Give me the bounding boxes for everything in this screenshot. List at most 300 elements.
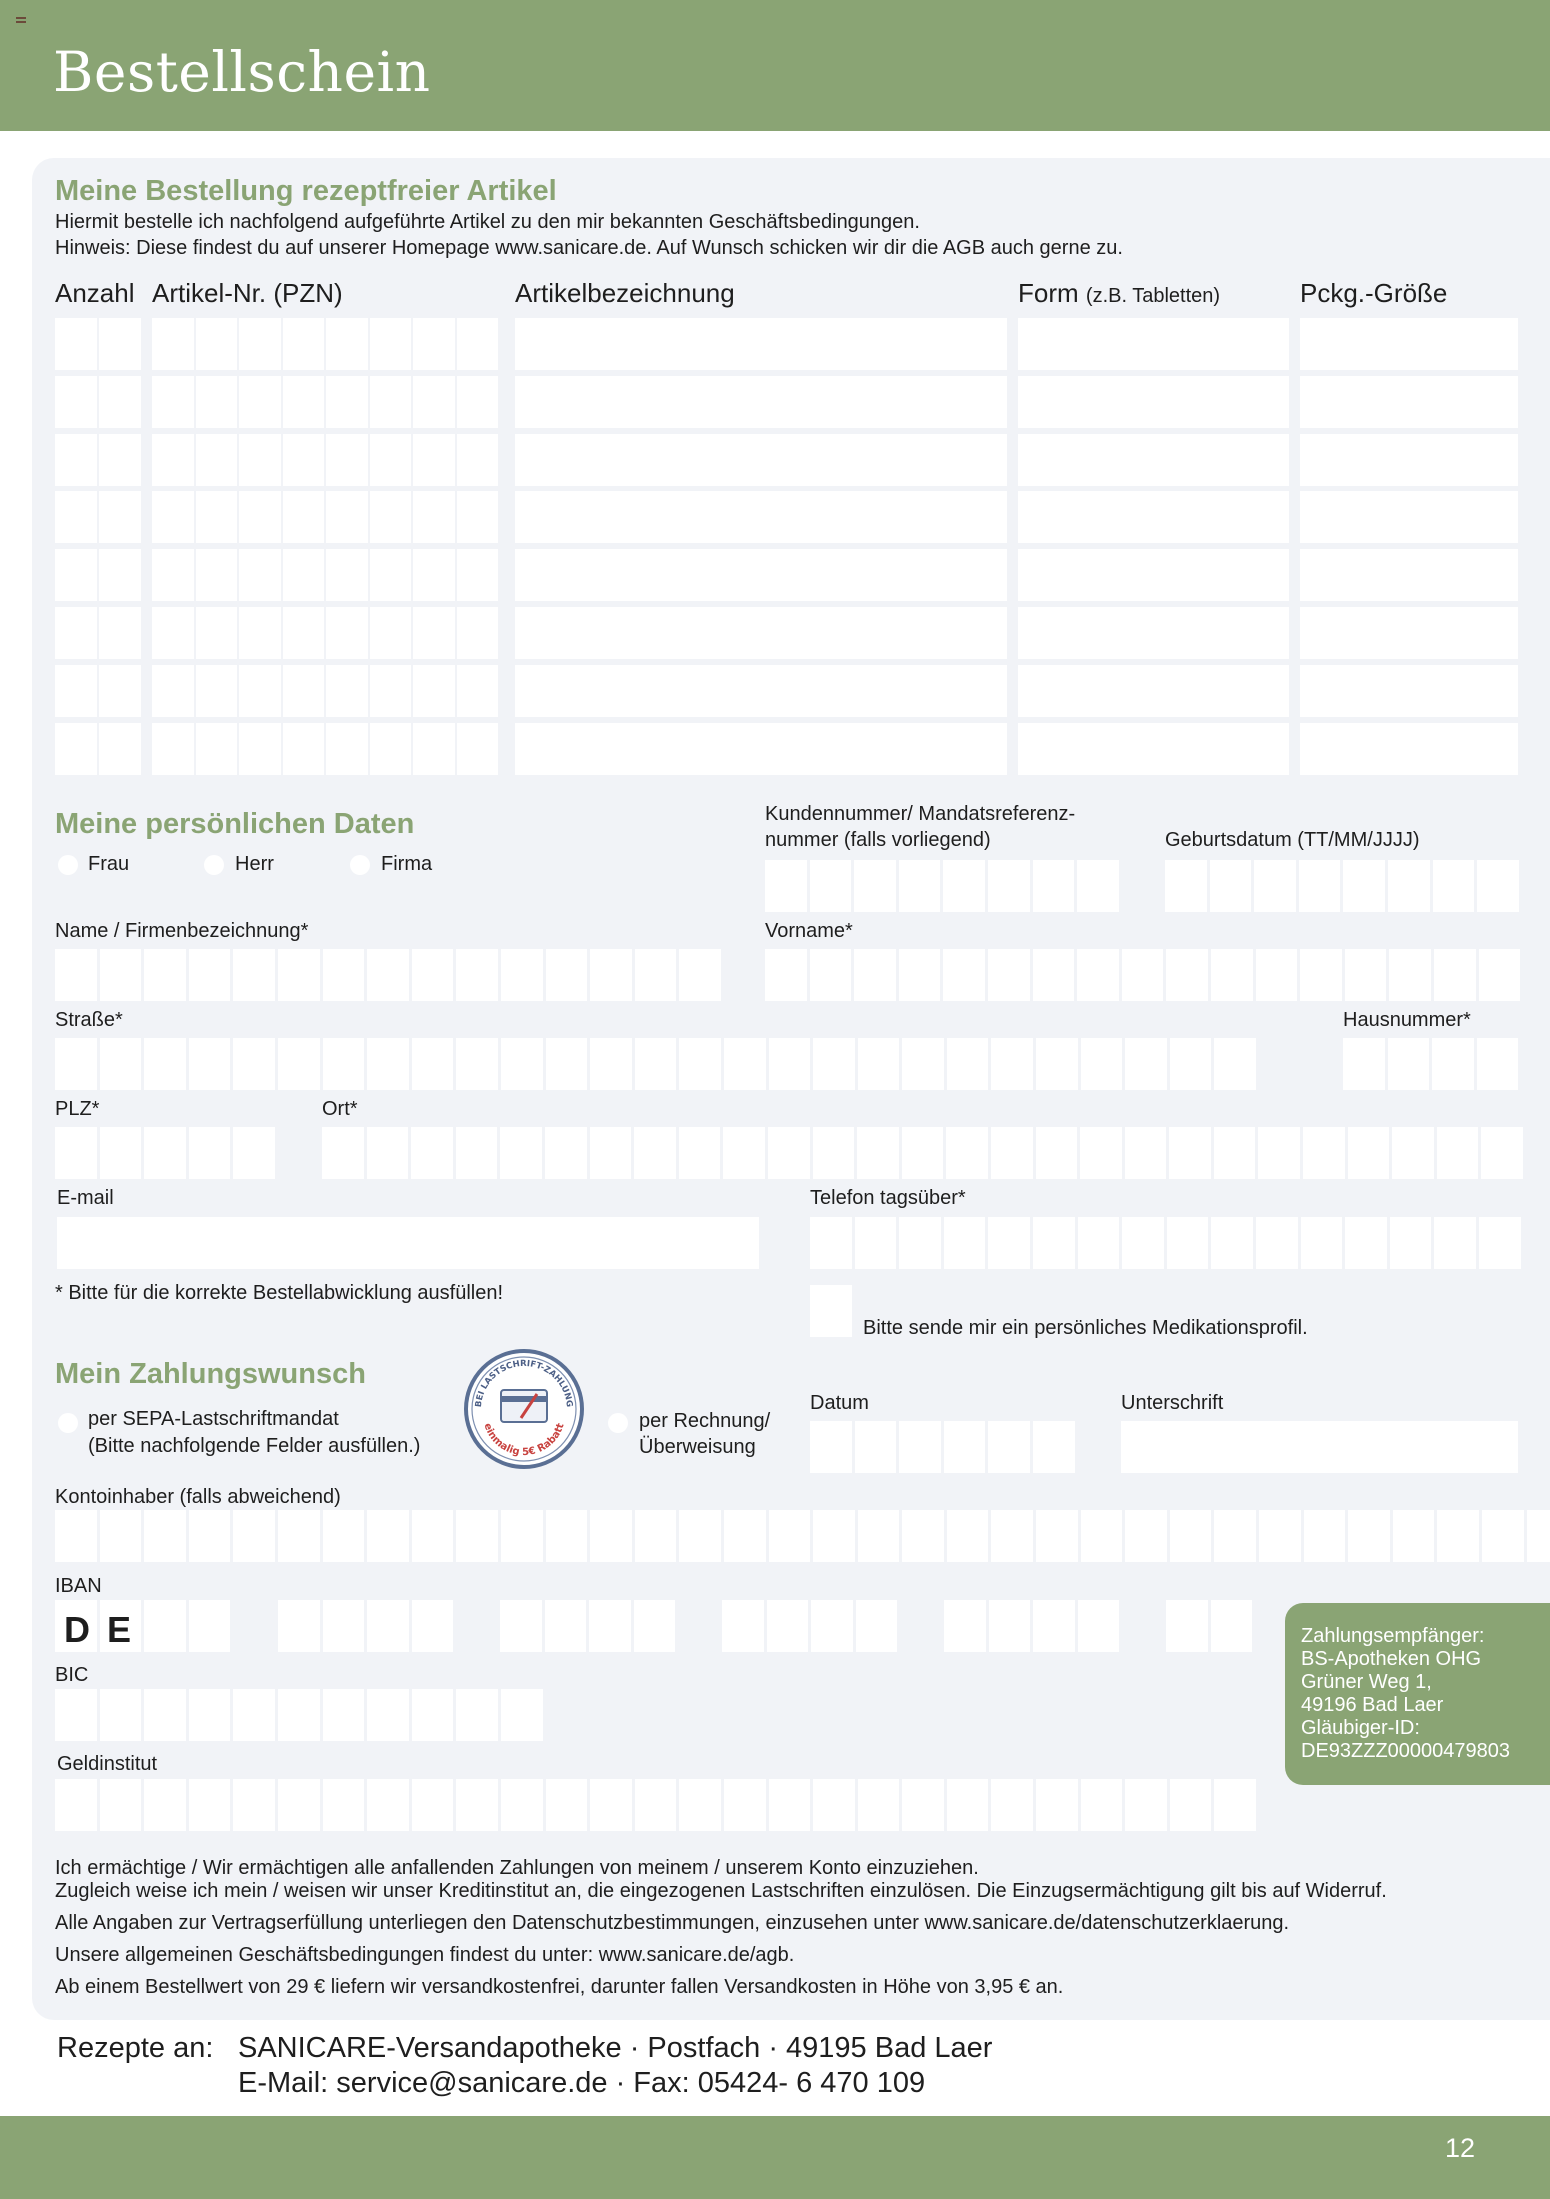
- iban-field-cell[interactable]: [589, 1600, 631, 1652]
- kundennummer-field-cell[interactable]: [943, 860, 985, 912]
- pzn-field-cell[interactable]: [196, 318, 238, 370]
- kontoinhaber-field-cell[interactable]: [679, 1510, 721, 1562]
- groesse-field[interactable]: [1300, 665, 1518, 717]
- datum-field-cell[interactable]: [899, 1421, 941, 1473]
- iban-field-cell[interactable]: [856, 1600, 898, 1652]
- groesse-field[interactable]: [1300, 318, 1518, 370]
- kontoinhaber-field-cell[interactable]: [1081, 1510, 1123, 1562]
- plz-field[interactable]: [55, 1127, 275, 1179]
- vorname-field-cell[interactable]: [1166, 949, 1208, 1001]
- iban-field-cell[interactable]: [767, 1600, 809, 1652]
- iban-field-cell[interactable]: [989, 1600, 1031, 1652]
- iban-field-cell[interactable]: [412, 1600, 454, 1652]
- email-field[interactable]: [57, 1217, 759, 1269]
- pzn-field-cell[interactable]: [283, 723, 325, 775]
- pzn-field-cell[interactable]: [326, 549, 368, 601]
- strasse-field-cell[interactable]: [144, 1038, 186, 1090]
- geldinstitut-field-cell[interactable]: [456, 1779, 498, 1831]
- ort-field-cell[interactable]: [1481, 1127, 1523, 1179]
- strasse-field-cell[interactable]: [456, 1038, 498, 1090]
- kontoinhaber-field-cell[interactable]: [769, 1510, 811, 1562]
- geldinstitut-field-cell[interactable]: [1125, 1779, 1167, 1831]
- bic-field-cell[interactable]: [55, 1689, 97, 1741]
- geldinstitut-field-cell[interactable]: [55, 1779, 97, 1831]
- geburtsdatum-field-cell[interactable]: [1388, 860, 1430, 912]
- pzn-field-cell[interactable]: [196, 723, 238, 775]
- plz-field-cell[interactable]: [189, 1127, 231, 1179]
- strasse-field-cell[interactable]: [991, 1038, 1033, 1090]
- anzahl-field-cell[interactable]: [55, 607, 97, 659]
- strasse-field-cell[interactable]: [635, 1038, 677, 1090]
- ort-field[interactable]: [322, 1127, 1523, 1179]
- ort-field-cell[interactable]: [1392, 1127, 1434, 1179]
- pzn-field-cell[interactable]: [152, 665, 194, 717]
- pzn-field-cell[interactable]: [196, 665, 238, 717]
- form-field[interactable]: [1018, 491, 1289, 543]
- ort-field-cell[interactable]: [322, 1127, 364, 1179]
- kontoinhaber-field-cell[interactable]: [1170, 1510, 1212, 1562]
- bic-field-cell[interactable]: [323, 1689, 365, 1741]
- vorname-field-cell[interactable]: [899, 949, 941, 1001]
- strasse-field-cell[interactable]: [100, 1038, 142, 1090]
- strasse-field-cell[interactable]: [1081, 1038, 1123, 1090]
- form-field[interactable]: [1018, 434, 1289, 486]
- groesse-field[interactable]: [1300, 434, 1518, 486]
- geldinstitut-field-cell[interactable]: [278, 1779, 320, 1831]
- anzahl-field[interactable]: [55, 549, 141, 601]
- plz-field-cell[interactable]: [55, 1127, 97, 1179]
- telefon-field-cell[interactable]: [1345, 1217, 1387, 1269]
- telefon-field-cell[interactable]: [855, 1217, 897, 1269]
- bic-field-cell[interactable]: [278, 1689, 320, 1741]
- kontoinhaber-field-cell[interactable]: [100, 1510, 142, 1562]
- kontoinhaber-field-cell[interactable]: [1437, 1510, 1479, 1562]
- kontoinhaber-field-cell[interactable]: [1214, 1510, 1256, 1562]
- anzahl-field-cell[interactable]: [55, 376, 97, 428]
- ort-field-cell[interactable]: [857, 1127, 899, 1179]
- pzn-field-cell[interactable]: [196, 434, 238, 486]
- pzn-field-cell[interactable]: [326, 665, 368, 717]
- kundennummer-field-cell[interactable]: [899, 860, 941, 912]
- telefon-field-cell[interactable]: [1301, 1217, 1343, 1269]
- name-field-cell[interactable]: [590, 949, 632, 1001]
- ort-field-cell[interactable]: [813, 1127, 855, 1179]
- geldinstitut-field[interactable]: [55, 1779, 1256, 1831]
- anzahl-field-cell[interactable]: [99, 549, 141, 601]
- ort-field-cell[interactable]: [1214, 1127, 1256, 1179]
- vorname-field-cell[interactable]: [1033, 949, 1075, 1001]
- name-field-cell[interactable]: [635, 949, 677, 1001]
- name-field-cell[interactable]: [367, 949, 409, 1001]
- kontoinhaber-field-cell[interactable]: [902, 1510, 944, 1562]
- pzn-field-cell[interactable]: [152, 723, 194, 775]
- kontoinhaber-field-cell[interactable]: [947, 1510, 989, 1562]
- kontoinhaber-field-cell[interactable]: [858, 1510, 900, 1562]
- datum-field-cell[interactable]: [944, 1421, 986, 1473]
- vorname-field-cell[interactable]: [1211, 949, 1253, 1001]
- pzn-field-cell[interactable]: [370, 376, 412, 428]
- geldinstitut-field-cell[interactable]: [813, 1779, 855, 1831]
- strasse-field-cell[interactable]: [55, 1038, 97, 1090]
- kundennummer-field[interactable]: [765, 860, 1119, 912]
- groesse-field[interactable]: [1300, 376, 1518, 428]
- strasse-field-cell[interactable]: [278, 1038, 320, 1090]
- unterschrift-field[interactable]: [1121, 1421, 1518, 1473]
- iban-field-cell[interactable]: [278, 1600, 320, 1652]
- geldinstitut-field-cell[interactable]: [724, 1779, 766, 1831]
- datum-field-cell[interactable]: [1033, 1421, 1075, 1473]
- name-field-cell[interactable]: [278, 949, 320, 1001]
- geburtsdatum-field[interactable]: [1165, 860, 1519, 912]
- anzahl-field-cell[interactable]: [55, 549, 97, 601]
- anzahl-field[interactable]: [55, 491, 141, 543]
- pzn-field-cell[interactable]: [283, 491, 325, 543]
- pzn-field[interactable]: [152, 376, 498, 428]
- iban-field-cell[interactable]: [500, 1600, 542, 1652]
- vorname-field-cell[interactable]: [854, 949, 896, 1001]
- iban-field-cell[interactable]: [144, 1600, 186, 1652]
- ort-field-cell[interactable]: [768, 1127, 810, 1179]
- anzahl-field[interactable]: [55, 376, 141, 428]
- kundennummer-field-cell[interactable]: [854, 860, 896, 912]
- telefon-field-cell[interactable]: [899, 1217, 941, 1269]
- bic-field-cell[interactable]: [144, 1689, 186, 1741]
- anzahl-field-cell[interactable]: [55, 723, 97, 775]
- form-field[interactable]: [1018, 665, 1289, 717]
- hausnummer-field[interactable]: [1343, 1038, 1518, 1090]
- pzn-field-cell[interactable]: [413, 549, 455, 601]
- pzn-field[interactable]: [152, 491, 498, 543]
- name-field-cell[interactable]: [501, 949, 543, 1001]
- datum-field-cell[interactable]: [810, 1421, 852, 1473]
- pzn-field-cell[interactable]: [196, 491, 238, 543]
- kontoinhaber-field-cell[interactable]: [1259, 1510, 1301, 1562]
- hausnummer-field-cell[interactable]: [1432, 1038, 1474, 1090]
- kontoinhaber-field-cell[interactable]: [189, 1510, 231, 1562]
- anzahl-field-cell[interactable]: [99, 491, 141, 543]
- datum-field-cell[interactable]: [988, 1421, 1030, 1473]
- geldinstitut-field-cell[interactable]: [1170, 1779, 1212, 1831]
- strasse-field-cell[interactable]: [323, 1038, 365, 1090]
- geldinstitut-field-cell[interactable]: [367, 1779, 409, 1831]
- strasse-field-cell[interactable]: [501, 1038, 543, 1090]
- kontoinhaber-field-cell[interactable]: [1304, 1510, 1346, 1562]
- bic-field[interactable]: [55, 1689, 543, 1741]
- telefon-field-cell[interactable]: [1390, 1217, 1432, 1269]
- strasse-field-cell[interactable]: [546, 1038, 588, 1090]
- pzn-field-cell[interactable]: [413, 607, 455, 659]
- kontoinhaber-field-cell[interactable]: [546, 1510, 588, 1562]
- vorname-field-cell[interactable]: [765, 949, 807, 1001]
- kontoinhaber-field-cell[interactable]: [456, 1510, 498, 1562]
- vorname-field-cell[interactable]: [1122, 949, 1164, 1001]
- pzn-field-cell[interactable]: [326, 723, 368, 775]
- telefon-field-cell[interactable]: [810, 1217, 852, 1269]
- name-field-cell[interactable]: [679, 949, 721, 1001]
- pzn-field[interactable]: [152, 434, 498, 486]
- pzn-field-cell[interactable]: [413, 434, 455, 486]
- pzn-field-cell[interactable]: [152, 491, 194, 543]
- vorname-field-cell[interactable]: [1300, 949, 1342, 1001]
- bic-field-cell[interactable]: [367, 1689, 409, 1741]
- pzn-field-cell[interactable]: [239, 434, 281, 486]
- kontoinhaber-field-cell[interactable]: [1348, 1510, 1390, 1562]
- iban-field-cell[interactable]: [1211, 1600, 1253, 1652]
- anzahl-field-cell[interactable]: [99, 665, 141, 717]
- pzn-field-cell[interactable]: [457, 665, 499, 717]
- ort-field-cell[interactable]: [1258, 1127, 1300, 1179]
- iban-field-cell[interactable]: [634, 1600, 676, 1652]
- bic-field-cell[interactable]: [412, 1689, 454, 1741]
- ort-field-cell[interactable]: [500, 1127, 542, 1179]
- kundennummer-field-cell[interactable]: [1077, 860, 1119, 912]
- kontoinhaber-field-cell[interactable]: [367, 1510, 409, 1562]
- pzn-field-cell[interactable]: [370, 723, 412, 775]
- telefon-field[interactable]: [810, 1217, 1521, 1269]
- telefon-field-cell[interactable]: [1256, 1217, 1298, 1269]
- geldinstitut-field-cell[interactable]: [590, 1779, 632, 1831]
- anzahl-field-cell[interactable]: [99, 376, 141, 428]
- ort-field-cell[interactable]: [902, 1127, 944, 1179]
- name-field-cell[interactable]: [323, 949, 365, 1001]
- vorname-field[interactable]: [765, 949, 1520, 1001]
- geldinstitut-field-cell[interactable]: [947, 1779, 989, 1831]
- pzn-field-cell[interactable]: [457, 549, 499, 601]
- ort-field-cell[interactable]: [1437, 1127, 1479, 1179]
- radio-sepa[interactable]: [58, 1413, 78, 1433]
- strasse-field-cell[interactable]: [902, 1038, 944, 1090]
- pzn-field-cell[interactable]: [326, 434, 368, 486]
- strasse-field-cell[interactable]: [1125, 1038, 1167, 1090]
- bezeichnung-field[interactable]: [515, 665, 1007, 717]
- pzn-field-cell[interactable]: [152, 607, 194, 659]
- iban-field[interactable]: [500, 1600, 675, 1652]
- bezeichnung-field[interactable]: [515, 723, 1007, 775]
- pzn-field-cell[interactable]: [239, 318, 281, 370]
- vorname-field-cell[interactable]: [1389, 949, 1431, 1001]
- anzahl-field-cell[interactable]: [55, 491, 97, 543]
- pzn-field-cell[interactable]: [283, 318, 325, 370]
- geldinstitut-field-cell[interactable]: [323, 1779, 365, 1831]
- vorname-field-cell[interactable]: [1345, 949, 1387, 1001]
- pzn-field-cell[interactable]: [152, 318, 194, 370]
- pzn-field-cell[interactable]: [457, 723, 499, 775]
- anzahl-field-cell[interactable]: [55, 665, 97, 717]
- iban-field-cell[interactable]: [545, 1600, 587, 1652]
- pzn-field-cell[interactable]: [196, 549, 238, 601]
- pzn-field-cell[interactable]: [283, 434, 325, 486]
- pzn-field-cell[interactable]: [152, 376, 194, 428]
- bezeichnung-field[interactable]: [515, 491, 1007, 543]
- telefon-field-cell[interactable]: [1167, 1217, 1209, 1269]
- kontoinhaber-field-cell[interactable]: [1036, 1510, 1078, 1562]
- telefon-field-cell[interactable]: [1033, 1217, 1075, 1269]
- name-field-cell[interactable]: [233, 949, 275, 1001]
- pzn-field-cell[interactable]: [326, 607, 368, 659]
- pzn-field-cell[interactable]: [196, 376, 238, 428]
- strasse-field-cell[interactable]: [1214, 1038, 1256, 1090]
- telefon-field-cell[interactable]: [1434, 1217, 1476, 1269]
- pzn-field[interactable]: [152, 665, 498, 717]
- bezeichnung-field[interactable]: [515, 434, 1007, 486]
- strasse-field-cell[interactable]: [233, 1038, 275, 1090]
- pzn-field-cell[interactable]: [413, 665, 455, 717]
- ort-field-cell[interactable]: [723, 1127, 765, 1179]
- vorname-field-cell[interactable]: [943, 949, 985, 1001]
- anzahl-field-cell[interactable]: [55, 318, 97, 370]
- telefon-field-cell[interactable]: [1479, 1217, 1521, 1269]
- bezeichnung-field[interactable]: [515, 318, 1007, 370]
- ort-field-cell[interactable]: [1080, 1127, 1122, 1179]
- anzahl-field-cell[interactable]: [99, 723, 141, 775]
- strasse-field-cell[interactable]: [858, 1038, 900, 1090]
- kontoinhaber-field[interactable]: [55, 1510, 1550, 1562]
- pzn-field-cell[interactable]: [370, 665, 412, 717]
- kontoinhaber-field-cell[interactable]: [635, 1510, 677, 1562]
- form-field[interactable]: [1018, 318, 1289, 370]
- radio-rechnung[interactable]: [608, 1413, 628, 1433]
- vorname-field-cell[interactable]: [988, 949, 1030, 1001]
- geldinstitut-field-cell[interactable]: [991, 1779, 1033, 1831]
- anzahl-field-cell[interactable]: [99, 607, 141, 659]
- strasse-field-cell[interactable]: [679, 1038, 721, 1090]
- geburtsdatum-field-cell[interactable]: [1165, 860, 1207, 912]
- pzn-field-cell[interactable]: [283, 376, 325, 428]
- anzahl-field[interactable]: [55, 318, 141, 370]
- name-field-cell[interactable]: [144, 949, 186, 1001]
- kontoinhaber-field-cell[interactable]: [233, 1510, 275, 1562]
- pzn-field-cell[interactable]: [370, 607, 412, 659]
- geldinstitut-field-cell[interactable]: [1214, 1779, 1256, 1831]
- name-field-cell[interactable]: [546, 949, 588, 1001]
- iban-field[interactable]: [1166, 1600, 1252, 1652]
- pzn-field[interactable]: [152, 607, 498, 659]
- geldinstitut-field-cell[interactable]: [100, 1779, 142, 1831]
- kontoinhaber-field-cell[interactable]: [1482, 1510, 1524, 1562]
- pzn-field-cell[interactable]: [196, 607, 238, 659]
- geldinstitut-field-cell[interactable]: [412, 1779, 454, 1831]
- vorname-field-cell[interactable]: [1077, 949, 1119, 1001]
- geldinstitut-field-cell[interactable]: [635, 1779, 677, 1831]
- kontoinhaber-field-cell[interactable]: [412, 1510, 454, 1562]
- kontoinhaber-field-cell[interactable]: [501, 1510, 543, 1562]
- geldinstitut-field-cell[interactable]: [144, 1779, 186, 1831]
- anzahl-field[interactable]: [55, 665, 141, 717]
- geldinstitut-field-cell[interactable]: [189, 1779, 231, 1831]
- bic-field-cell[interactable]: [501, 1689, 543, 1741]
- strasse-field-cell[interactable]: [412, 1038, 454, 1090]
- geburtsdatum-field-cell[interactable]: [1254, 860, 1296, 912]
- plz-field-cell[interactable]: [144, 1127, 186, 1179]
- ort-field-cell[interactable]: [946, 1127, 988, 1179]
- kontoinhaber-field-cell[interactable]: [813, 1510, 855, 1562]
- geburtsdatum-field-cell[interactable]: [1433, 860, 1475, 912]
- bic-field-cell[interactable]: [233, 1689, 275, 1741]
- pzn-field-cell[interactable]: [413, 318, 455, 370]
- ort-field-cell[interactable]: [545, 1127, 587, 1179]
- iban-field-cell[interactable]: [323, 1600, 365, 1652]
- radio-frau[interactable]: [58, 855, 78, 875]
- pzn-field-cell[interactable]: [370, 549, 412, 601]
- geldinstitut-field-cell[interactable]: [1036, 1779, 1078, 1831]
- geldinstitut-field-cell[interactable]: [902, 1779, 944, 1831]
- ort-field-cell[interactable]: [456, 1127, 498, 1179]
- kontoinhaber-field-cell[interactable]: [991, 1510, 1033, 1562]
- kontoinhaber-field-cell[interactable]: [1125, 1510, 1167, 1562]
- name-field-cell[interactable]: [456, 949, 498, 1001]
- telefon-field-cell[interactable]: [1078, 1217, 1120, 1269]
- name-field-cell[interactable]: [55, 949, 97, 1001]
- hausnummer-field-cell[interactable]: [1343, 1038, 1385, 1090]
- iban-field-cell[interactable]: [722, 1600, 764, 1652]
- kundennummer-field-cell[interactable]: [1033, 860, 1075, 912]
- name-field-cell[interactable]: [189, 949, 231, 1001]
- iban-field[interactable]: [278, 1600, 453, 1652]
- anzahl-field[interactable]: [55, 723, 141, 775]
- ort-field-cell[interactable]: [1348, 1127, 1390, 1179]
- pzn-field[interactable]: [152, 549, 498, 601]
- pzn-field-cell[interactable]: [239, 607, 281, 659]
- name-field-cell[interactable]: [100, 949, 142, 1001]
- form-field[interactable]: [1018, 376, 1289, 428]
- pzn-field-cell[interactable]: [457, 376, 499, 428]
- ort-field-cell[interactable]: [679, 1127, 721, 1179]
- pzn-field-cell[interactable]: [239, 549, 281, 601]
- datum-field-cell[interactable]: [855, 1421, 897, 1473]
- bic-field-cell[interactable]: [456, 1689, 498, 1741]
- iban-field-cell[interactable]: [1166, 1600, 1208, 1652]
- pzn-field-cell[interactable]: [239, 665, 281, 717]
- bezeichnung-field[interactable]: [515, 376, 1007, 428]
- pzn-field-cell[interactable]: [283, 607, 325, 659]
- ort-field-cell[interactable]: [634, 1127, 676, 1179]
- pzn-field-cell[interactable]: [370, 491, 412, 543]
- kontoinhaber-field-cell[interactable]: [278, 1510, 320, 1562]
- anzahl-field[interactable]: [55, 607, 141, 659]
- iban-field-cell[interactable]: [944, 1600, 986, 1652]
- pzn-field-cell[interactable]: [326, 318, 368, 370]
- groesse-field[interactable]: [1300, 607, 1518, 659]
- pzn-field-cell[interactable]: [370, 434, 412, 486]
- kontoinhaber-field-cell[interactable]: [323, 1510, 365, 1562]
- strasse-field-cell[interactable]: [724, 1038, 766, 1090]
- pzn-field-cell[interactable]: [152, 549, 194, 601]
- kontoinhaber-field-cell[interactable]: [1393, 1510, 1435, 1562]
- telefon-field-cell[interactable]: [944, 1217, 986, 1269]
- geburtsdatum-field-cell[interactable]: [1343, 860, 1385, 912]
- ort-field-cell[interactable]: [590, 1127, 632, 1179]
- ort-field-cell[interactable]: [411, 1127, 453, 1179]
- pzn-field-cell[interactable]: [457, 434, 499, 486]
- strasse-field-cell[interactable]: [189, 1038, 231, 1090]
- geldinstitut-field-cell[interactable]: [546, 1779, 588, 1831]
- kundennummer-field-cell[interactable]: [765, 860, 807, 912]
- pzn-field-cell[interactable]: [152, 434, 194, 486]
- iban-field-cell[interactable]: [1033, 1600, 1075, 1652]
- geburtsdatum-field-cell[interactable]: [1299, 860, 1341, 912]
- iban-field[interactable]: [722, 1600, 897, 1652]
- strasse-field-cell[interactable]: [769, 1038, 811, 1090]
- name-field[interactable]: [55, 949, 721, 1001]
- anzahl-field[interactable]: [55, 434, 141, 486]
- ort-field-cell[interactable]: [367, 1127, 409, 1179]
- pzn-field-cell[interactable]: [413, 723, 455, 775]
- pzn-field-cell[interactable]: [239, 376, 281, 428]
- pzn-field-cell[interactable]: [239, 491, 281, 543]
- iban-field-cell[interactable]: [811, 1600, 853, 1652]
- groesse-field[interactable]: [1300, 491, 1518, 543]
- name-field-cell[interactable]: [412, 949, 454, 1001]
